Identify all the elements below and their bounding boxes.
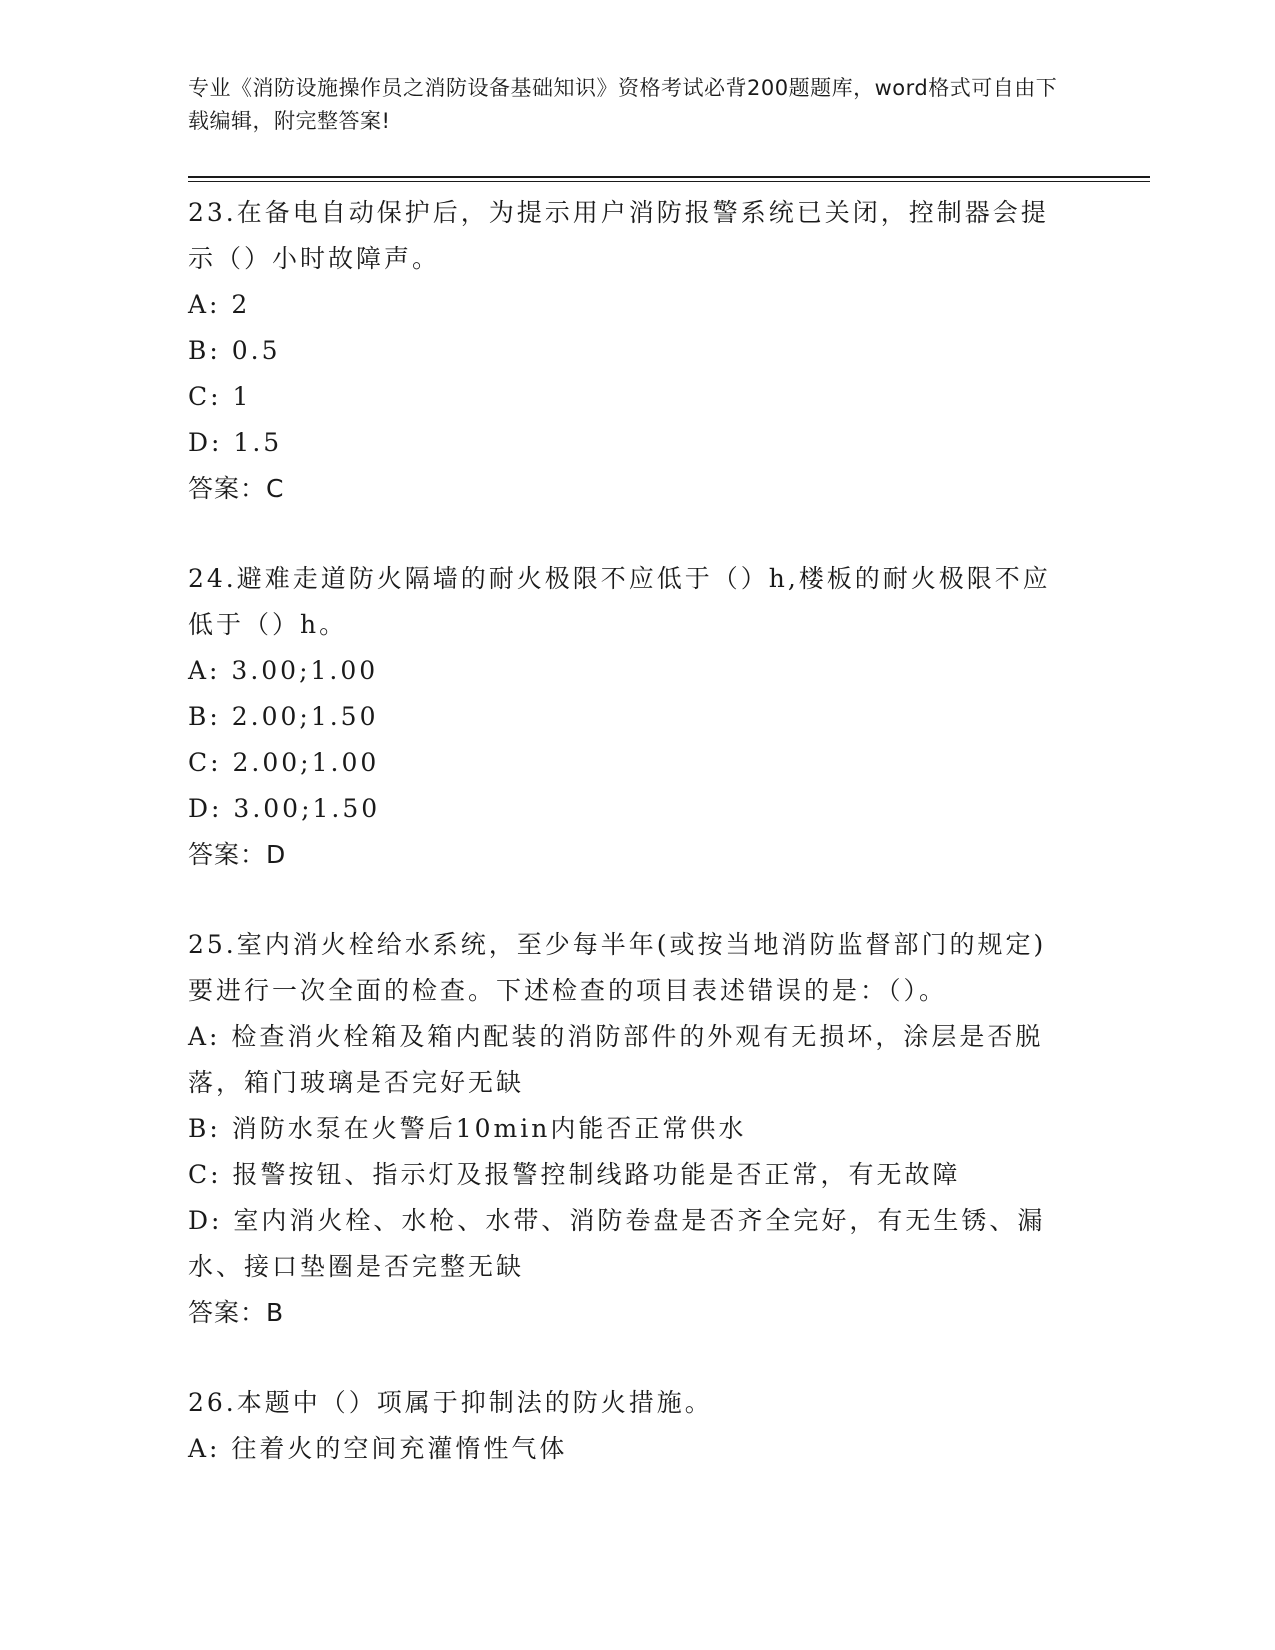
option-a: A: 3.00;1.00 bbox=[188, 656, 379, 685]
option-a: A: 2 bbox=[188, 290, 251, 319]
question-25 bbox=[188, 922, 1068, 1336]
question-gap bbox=[188, 512, 1068, 556]
option-a: A: 往着火的空间充灌惰性气体 bbox=[188, 1434, 568, 1463]
question-26 bbox=[188, 1380, 1068, 1472]
question-gap bbox=[188, 878, 1068, 922]
option-d: D: 1.5 bbox=[188, 428, 283, 457]
option-c: C: 2.00;1.00 bbox=[188, 748, 380, 777]
document-header: 专业《消防设施操作员之消防设备基础知识》资格考试必背200题题库，word格式可自由下载编辑，附完整答案! bbox=[188, 76, 1058, 133]
question-24 bbox=[188, 556, 1068, 878]
option-b: B: 消防水泵在火警后10min内能否正常供水 bbox=[188, 1114, 747, 1143]
answer: 答案：C bbox=[188, 474, 285, 503]
option-a: A: 检查消火栓箱及箱内配装的消防部件的外观有无损坏，涂层是否脱落，箱门玻璃是否完好无缺 bbox=[188, 1022, 1044, 1097]
option-c: C: 1 bbox=[188, 382, 252, 411]
header-rule-thin bbox=[188, 181, 1150, 182]
header-rule-thick bbox=[188, 176, 1150, 178]
question-list bbox=[188, 190, 1068, 1472]
question-gap bbox=[188, 1336, 1068, 1380]
option-b: B: 0.5 bbox=[188, 336, 281, 365]
answer: 答案：B bbox=[188, 1298, 285, 1327]
question-23 bbox=[188, 190, 1068, 512]
question-text: 24.避难走道防火隔墙的耐火极限不应低于（）h,楼板的耐火极限不应低于（）h。 bbox=[188, 564, 1051, 639]
question-text: 25.室内消火栓给水系统，至少每半年(或按当地消防监督部门的规定)要进行一次全面的检查。下述检查的项目表述错误的是：（）。 bbox=[188, 930, 1047, 1005]
option-d: D: 室内消火栓、水枪、水带、消防卷盘是否齐全完好，有无生锈、漏水、接口垫圈是否完整无缺 bbox=[188, 1206, 1046, 1281]
answer: 答案：D bbox=[188, 840, 287, 869]
option-d: D: 3.00;1.50 bbox=[188, 794, 381, 823]
option-c: C: 报警按钮、指示灯及报警控制线路功能是否正常，有无故障 bbox=[188, 1160, 961, 1189]
question-text: 26.本题中（）项属于抑制法的防火措施。 bbox=[188, 1388, 713, 1417]
question-text: 23.在备电自动保护后，为提示用户消防报警系统已关闭，控制器会提示（）小时故障声。 bbox=[188, 198, 1049, 273]
option-b: B: 2.00;1.50 bbox=[188, 702, 379, 731]
